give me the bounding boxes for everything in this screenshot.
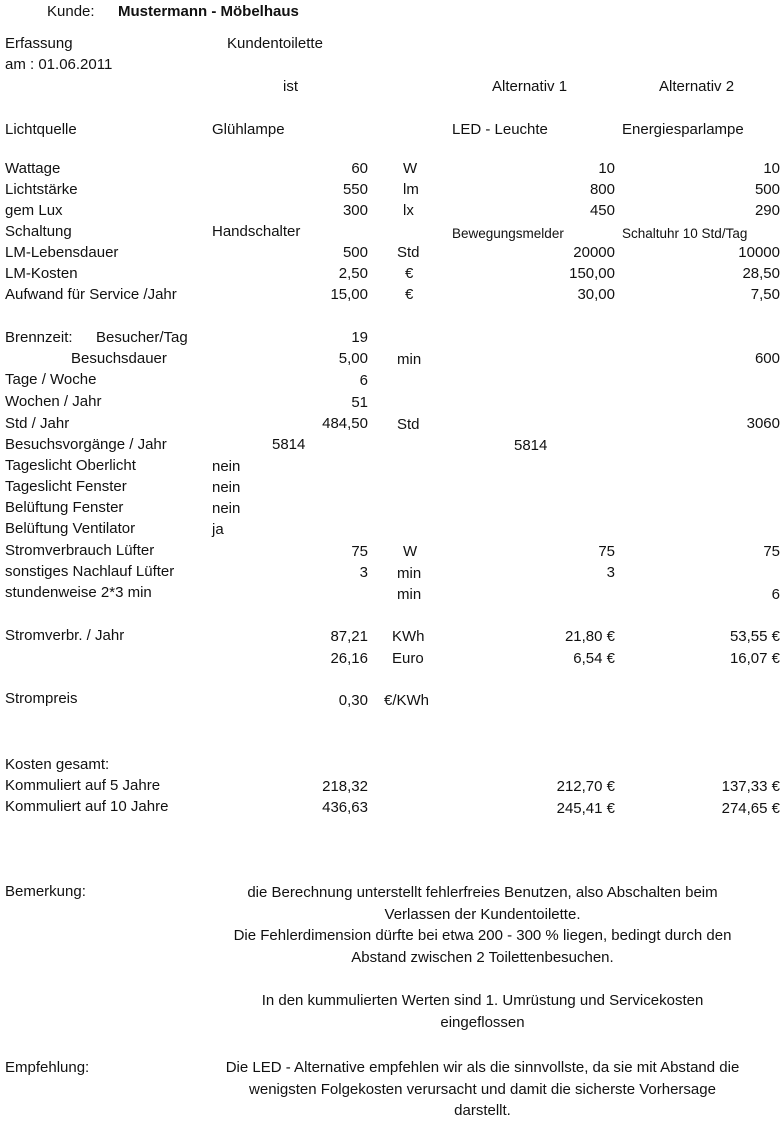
condition-value: nein (212, 479, 241, 496)
row-alt2-schaltung: Schaltuhr 10 Std/Tag (622, 226, 748, 241)
row-label-wattage: Wattage (5, 160, 61, 177)
condition-label: Belüftung Ventilator (5, 520, 136, 537)
kosten-5-alt1: 212,70 € (556, 778, 615, 795)
kosten-5-alt2: 137,33 € (721, 778, 780, 795)
row-unit-lebensdauer: Std (397, 244, 420, 261)
stromverbrauch-label: Stromverbr. / Jahr (5, 627, 125, 644)
kosten-title: Kosten gesamt: (5, 756, 110, 773)
erfassung-label: Erfassung (5, 35, 73, 52)
besucher-label: Besucher/Tag (96, 329, 188, 346)
row-unit-lm-kosten: € (405, 265, 414, 282)
row-alt2-lm-kosten: 28,50 (742, 265, 780, 282)
condition-label: Tageslicht Oberlicht (5, 457, 136, 474)
bemerkung-line: die Berechnung unterstellt fehlerfreies Benutzen, also Abschalten beim (247, 884, 718, 901)
kosten-10-ist: 436,63 (322, 799, 368, 816)
stromverbrauch-kwh-ist: 87,21 (330, 628, 368, 645)
luefter-strom-unit: W (403, 543, 418, 560)
condition-value: nein (212, 458, 241, 475)
row-alt1-wattage: 10 (598, 160, 615, 177)
stromverbrauch-kwh-alt2: 53,55 € (729, 628, 780, 645)
std-jahr-label: Std / Jahr (5, 415, 70, 432)
nachlauf-label: sonstiges Nachlauf Lüfter (5, 563, 175, 580)
bemerkung-label: Bemerkung: (5, 883, 86, 900)
kosten-10-label: Kommuliert auf 10 Jahre (5, 798, 169, 815)
empfehlung-line: Die LED - Alternative empfehlen wir als die sinnvollste, da sie mit Abstand die (225, 1059, 740, 1076)
nachlauf-ist: 3 (359, 564, 368, 581)
bemerkung-text-2 (180, 990, 784, 1033)
row-alt2-lux: 290 (754, 202, 780, 219)
lichtquelle-ist: Glühlampe (212, 121, 285, 138)
date-line: am : 01.06.2011 (5, 56, 113, 73)
wochen-label: Wochen / Jahr (5, 393, 102, 410)
bemerkung-line: Abstand zwischen 2 Toilettenbesuchen. (351, 948, 614, 966)
luefter-strom-ist: 75 (351, 543, 368, 560)
row-unit-wattage: W (403, 160, 418, 177)
stromverbrauch-euro-ist: 26,16 (330, 650, 368, 667)
besuchsvorgaenge-label: Besuchsvorgänge / Jahr (5, 436, 167, 453)
bemerkung-line: Die Fehlerdimension dürfte bei etwa 200 - 300 % liegen, bedingt durch den (233, 927, 732, 944)
row-ist-wattage: 60 (351, 160, 368, 177)
wochen-ist: 51 (351, 394, 368, 411)
besuchsdauer-ist: 5,00 (338, 350, 368, 367)
besucher-ist: 19 (351, 329, 368, 346)
bemerkung-text (180, 882, 784, 968)
column-header-alt2: Alternativ 2 (659, 78, 735, 95)
nachlauf-unit: min (397, 565, 422, 582)
row-alt1-lichtstaerke: 800 (589, 181, 615, 198)
row-ist-lux: 300 (342, 202, 368, 219)
strompreis-unit: €/KWh (384, 692, 430, 709)
stundenweise-alt2: 6 (771, 586, 780, 603)
row-ist-lm-kosten: 2,50 (338, 265, 368, 282)
row-alt1-schaltung: Bewegungsmelder (452, 226, 564, 241)
besuchsdauer-label: Besuchsdauer (71, 350, 167, 367)
besuchsvorgaenge-alt1: 5814 (514, 437, 548, 454)
row-label-service: Aufwand für Service /Jahr (5, 286, 177, 303)
row-label-lm-kosten: LM-Kosten (5, 265, 78, 282)
besuchsdauer-alt2: 600 (754, 350, 780, 367)
erfassung-value: Kundentoilette (227, 35, 323, 52)
stromverbrauch-kwh-alt1: 21,80 € (564, 628, 615, 645)
row-label-schaltung: Schaltung (5, 223, 72, 240)
condition-label: Tageslicht Fenster (5, 478, 127, 495)
column-header-alt1: Alternativ 1 (492, 78, 568, 95)
luefter-strom-alt2: 75 (763, 543, 780, 560)
empfehlung-label: Empfehlung: (5, 1059, 90, 1076)
stromverbrauch-euro-alt2: 16,07 € (729, 650, 780, 667)
stromverbrauch-kwh-unit: KWh (392, 628, 425, 645)
stundenweise-label: stundenweise 2*3 min (5, 584, 152, 601)
std-jahr-unit: Std (397, 416, 420, 433)
stundenweise-unit: min (397, 586, 422, 603)
row-unit-service: € (405, 286, 414, 303)
column-header-ist: ist (283, 78, 298, 95)
nachlauf-alt1: 3 (606, 564, 615, 581)
tage-label: Tage / Woche (5, 371, 97, 388)
row-unit-lichtstaerke: lm (403, 181, 419, 198)
row-ist-schaltung: Handschalter (212, 223, 301, 240)
row-alt2-lichtstaerke: 500 (754, 181, 780, 198)
kunde-label: Kunde: (47, 3, 95, 20)
row-alt1-service: 30,00 (577, 286, 615, 303)
row-alt1-lm-kosten: 150,00 (569, 265, 615, 282)
kosten-10-alt1: 245,41 € (556, 800, 615, 817)
kosten-5-ist: 218,32 (322, 778, 368, 795)
brennzeit-label: Brennzeit: (5, 329, 73, 346)
tage-ist: 6 (359, 372, 368, 389)
strompreis-value: 0,30 (338, 692, 368, 709)
row-unit-lux: lx (403, 202, 414, 219)
row-alt2-service: 7,50 (750, 286, 780, 303)
empfehlung-line: darstellt. (454, 1102, 511, 1119)
std-jahr-alt2: 3060 (746, 415, 780, 432)
row-alt2-wattage: 10 (763, 160, 780, 177)
empfehlung-text (180, 1057, 784, 1122)
row-label-lux: gem Lux (5, 202, 63, 219)
condition-value: nein (212, 500, 241, 517)
bemerkung-line: Verlassen der Kundentoilette. (384, 905, 581, 923)
kosten-10-alt2: 274,65 € (721, 800, 780, 817)
row-alt1-lux: 450 (589, 202, 615, 219)
condition-label: Belüftung Fenster (5, 499, 124, 516)
row-alt2-lebensdauer: 10000 (738, 244, 780, 261)
stromverbrauch-euro-alt1: 6,54 € (573, 650, 615, 667)
row-ist-lichtstaerke: 550 (342, 181, 368, 198)
row-ist-service: 15,00 (330, 286, 368, 303)
bemerkung-line: eingeflossen (440, 1013, 525, 1031)
kunde-name: Mustermann - Möbelhaus (118, 3, 299, 20)
luefter-strom-alt1: 75 (598, 543, 615, 560)
besuchsdauer-unit: min (397, 351, 422, 368)
lichtquelle-label: Lichtquelle (5, 121, 77, 138)
stromverbrauch-euro-unit: Euro (392, 650, 424, 667)
bemerkung-line: In den kummulierten Werten sind 1. Umrüstung und Servicekosten (261, 992, 704, 1009)
condition-value: ja (212, 521, 224, 538)
strompreis-label: Strompreis (5, 690, 78, 707)
std-jahr-ist: 484,50 (322, 415, 368, 432)
row-label-lichtstaerke: Lichtstärke (5, 181, 78, 198)
besuchsvorgaenge-ist: 5814 (272, 436, 306, 453)
row-alt1-lebensdauer: 20000 (573, 244, 615, 261)
luefter-strom-label: Stromverbrauch Lüfter (5, 542, 155, 559)
row-ist-lebensdauer: 500 (342, 244, 368, 261)
lichtquelle-alt1: LED - Leuchte (452, 121, 548, 138)
lichtquelle-alt2: Energiesparlampe (622, 121, 744, 138)
kosten-5-label: Kommuliert auf 5 Jahre (5, 777, 161, 794)
row-label-lebensdauer: LM-Lebensdauer (5, 244, 119, 261)
empfehlung-line: wenigsten Folgekosten verursacht und damit die sicherste Vorhersage (249, 1080, 716, 1098)
